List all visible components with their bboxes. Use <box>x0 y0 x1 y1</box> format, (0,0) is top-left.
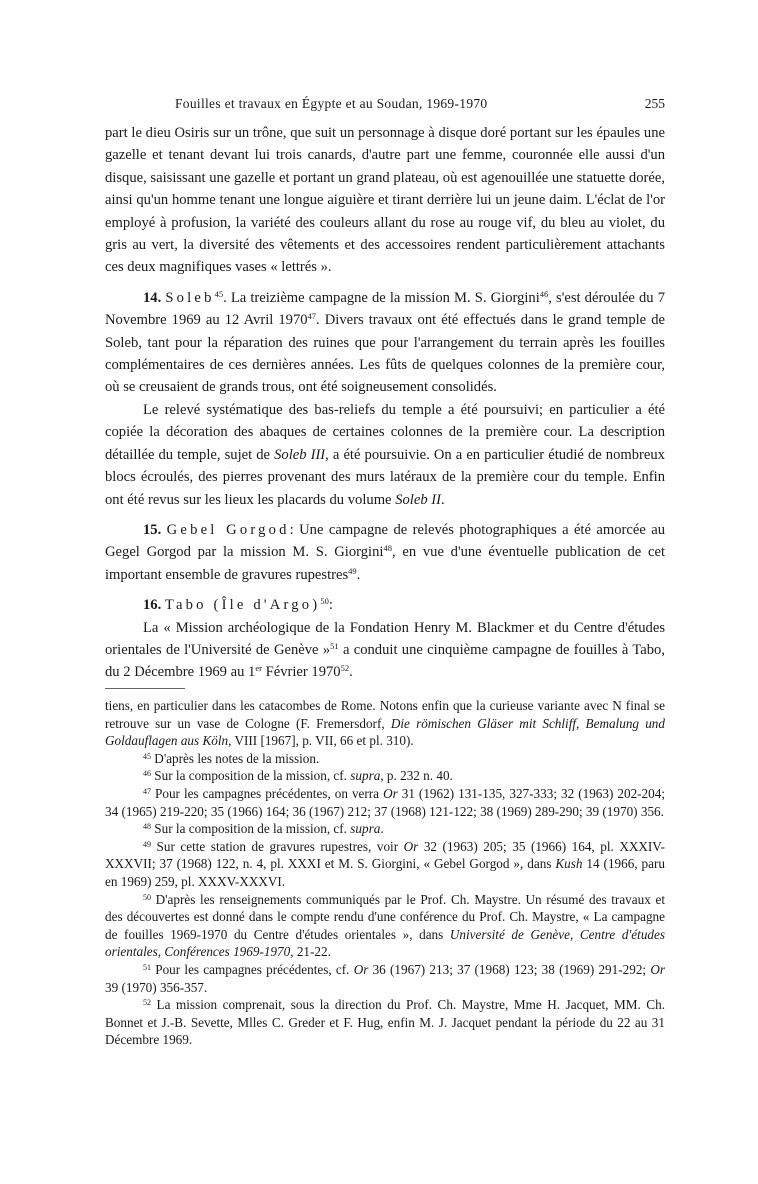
section-16 <box>105 594 665 616</box>
footnote <box>105 820 665 838</box>
site-name: Tabo (Île d'Argo) <box>164 597 321 614</box>
text-run: Pour les campagnes précédentes, cf. <box>151 961 354 977</box>
page-number: 255 <box>644 96 665 111</box>
text-run: 14 (1966, paru en 1969) 259, pl. XXXV-XXXVI. <box>105 856 665 889</box>
running-title: Fouilles et travaux en Égypte et au Soudan, 1969-1970 <box>175 96 488 111</box>
text-run: , 21-22. <box>290 944 331 960</box>
footnote-ref: 45 <box>214 288 224 299</box>
footnote <box>105 891 665 961</box>
text-run: 31 (1962) 131-135, 327-333; 32 (1963) 202-204; 34 (1965) 219-220; 35 (1966) 164; 36 (1967) 212; 37 (1968) 121-122; 38 (1969) 289-290; 39 (1970) 356. <box>105 785 665 819</box>
italic-title: Université de Genève, Centre d'études orientales, Conférences 1969-1970 <box>105 926 665 960</box>
text-run: . Divers travaux ont été effectués dans le grand temple de Soleb, tant pour la réparation des ruines que pour l'arrangement du terrain après les fouilles complémentaires de ces dernières années. Les fûts de quelques colonnes de la première cour, où se creusaient de grands trous, ont été soigneusement consolidés. <box>105 312 665 396</box>
text-run: . La treizième campagne de la mission M. S. Giorgini <box>223 289 540 306</box>
section-number: 15. <box>143 521 162 538</box>
text-run: Février 1970 <box>261 664 341 681</box>
text-run: , a été poursuivie. On a en particulier étudié de nombreux blocs écroulés, des pierres provenant des murs latéraux de la première cour du temple. Enfin ont été revus sur les lieux les placards du volume <box>105 446 665 508</box>
italic-journal: Kush <box>555 856 583 872</box>
italic-journal: Or <box>650 961 665 977</box>
text-run: tiens, en particulier dans les catacombes de Rome. Notons enfin que la curieuse variante avec N final se retrouve sur un vase de Cologne (F. Fremersdorf, <box>105 698 665 731</box>
footnote <box>105 785 665 820</box>
footnote-number: 52 <box>143 998 151 1008</box>
footnote-ref: 46 <box>539 288 549 299</box>
footnote-number: 45 <box>143 751 151 761</box>
text-run: Pour les campagnes précédentes, on verra <box>151 785 384 801</box>
text-run: . <box>380 821 384 837</box>
running-header <box>105 96 665 116</box>
footnote-ref: 50 <box>320 596 329 607</box>
text-run: La « Mission archéologique de la Fondation Henry M. Blackmer et du Centre d'études orientales de l'Université de Genève » <box>105 619 665 658</box>
text-run: 36 (1967) 213; 37 (1968) 123; 38 (1969) 291-292; <box>368 961 651 977</box>
site-name: Soleb <box>165 289 215 306</box>
italic-title: Die römischen Gläser mit Schliff, Bemalung und Goldauflagen aus Köln <box>105 715 665 749</box>
footnote-ref: 47 <box>307 311 317 322</box>
footnote-continuation <box>105 697 665 750</box>
footnote-ref: 51 <box>330 640 339 651</box>
footnote-ref: 49 <box>348 565 357 576</box>
text-run: , p. 232 n. 40. <box>380 768 453 784</box>
text-run: Sur cette station de gravures rupestres, voir <box>151 838 404 854</box>
footnote-number: 51 <box>143 962 151 972</box>
italic-word: supra <box>350 821 381 837</box>
footnote <box>105 961 665 996</box>
ordinal-suffix: er <box>255 663 262 674</box>
text-run: Le relevé systématique des bas-reliefs du temple a été poursuivi; en particulier a été copiée la décoration des abaques de certaines colonnes de la première cour. La description détaillée du temple, sujet de <box>105 401 665 463</box>
footnotes <box>105 697 665 1049</box>
footnote <box>105 750 665 768</box>
text-run: Sur la composition de la mission, cf. <box>151 821 351 837</box>
section-15 <box>105 519 665 586</box>
site-name: Gebel Gorgod <box>166 521 290 538</box>
section-number: 14. <box>143 289 162 306</box>
footnote-number: 50 <box>143 892 151 902</box>
footnote-separator <box>105 688 185 689</box>
text-run: Sur la composition de la mission, cf. <box>151 768 351 784</box>
text-run: . <box>356 566 361 583</box>
text-run: La mission comprenait, sous la direction du Prof. Ch. Maystre, Mme H. Jacquet, MM. Ch. Bonnet et J.-B. Sevette, Mlles C. Greder et F. Hug, enfin M. J. Jacquet pendant la période du 22 au 31 Décembre 1969. <box>105 997 665 1048</box>
italic-journal: Or <box>353 961 369 977</box>
italic-word: supra <box>350 768 381 784</box>
section-number: 16. <box>143 597 162 614</box>
text-run: D'après les renseignements communiqués par le Prof. Ch. Maystre. Un résumé des travaux et des découvertes est donné dans le compte rendu d'une conférence du Prof. Ch. Maystre, « La campagne de fouilles 1969-1970 du Centre d'études orientales », dans <box>105 891 665 942</box>
text-run: 32 (1963) 205; 35 (1966) 164, pl. XXXIV-XXXVII; 37 (1968) 122, n. 4, pl. XXXI et M. S. Giorgini, « Gebel Gorgod », dans <box>105 838 665 872</box>
text-run: : <box>328 597 333 614</box>
italic-journal: Or <box>383 785 398 801</box>
footnote <box>105 767 665 785</box>
italic-title: Soleb III <box>274 446 326 463</box>
section-14 <box>105 287 665 399</box>
footnote-ref: 52 <box>340 663 350 674</box>
text-run: . <box>440 491 445 508</box>
text-run: . <box>349 664 353 681</box>
text-run: , s'est déroulée du 7 Novembre 1969 au 12 Avril 1970 <box>105 289 665 329</box>
text-run: D'après les notes de la mission. <box>151 750 320 766</box>
footnote-ref: 48 <box>383 543 392 554</box>
footnote-number: 49 <box>143 839 151 849</box>
paragraph <box>105 399 665 511</box>
italic-title: Soleb II <box>395 491 441 508</box>
paragraph: part le dieu Osiris sur un trône, que suit un personnage à disque doré portant sur les épaules une gazelle et tenant devant lui trois canards, d'autre part une femme, couronnée elle aussi d'un disque, saisissant une gazelle et portant un grand plateau, où est agenouillée une statuette dorée, ainsi qu'un homme tenant une longue aiguière et tirant derrière lui un jeune daim. L'éclat de l'or employé à profusion, la variété des couleurs allant du rose au rouge vif, du bleu au violet, du gris au vert, la diversité des vêtements et des accessoires rendent particulièrement attachants ces deux magnifiques vases « lettrés ». <box>105 125 665 276</box>
footnote <box>105 996 665 1049</box>
text-run: : Une campagne de relevés photographiques a été amorcée au Gegel Gorgod par la mission M. S. Giorgini <box>105 521 665 561</box>
text-run: , VIII [1967], p. VII, 66 et pl. 310). <box>228 733 414 749</box>
footnote-number: 46 <box>143 769 151 779</box>
footnote <box>105 838 665 891</box>
footnote-number: 48 <box>143 822 151 832</box>
italic-journal: Or <box>403 838 419 854</box>
text-run: 39 (1970) 356-357. <box>105 979 208 995</box>
paragraph <box>105 617 665 684</box>
text-run: , en vue d'une éventuelle publication de cet important ensemble de gravures rupestres <box>105 544 665 583</box>
footnote-number: 47 <box>143 786 151 796</box>
text-run: a conduit une cinquième campagne de fouilles à Tabo, du 2 Décembre 1969 au 1 <box>105 641 665 681</box>
main-text <box>105 122 665 684</box>
